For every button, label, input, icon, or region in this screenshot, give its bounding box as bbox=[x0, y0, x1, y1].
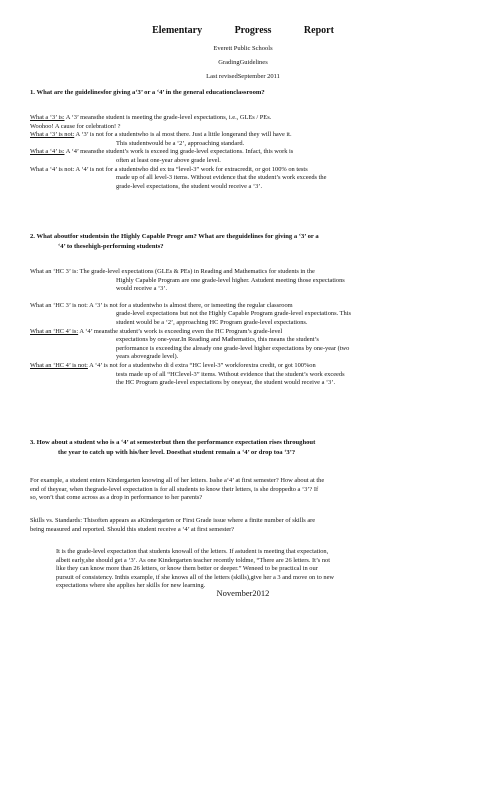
answer-line-2: albeit early,she should get a ‘3’. As one Kindergarten teacher recently toldme, “There are 26 letters. It’s not bbox=[56, 556, 330, 564]
definition-4-is bbox=[30, 148, 456, 157]
label-3-is: What a ‘3’ is: bbox=[30, 114, 65, 121]
example-line-2: end of theyear, when thegrade-level expectation is for all students to know their letters, is she droppedto a ‘3’? If bbox=[30, 485, 319, 493]
answer-line-4: pursuit of consistency. Inthis example, if she knows all of the letters (skills),give her a 3 and move on to new bbox=[56, 573, 335, 581]
label-3-is-not: What a ‘3’ is not: bbox=[30, 131, 75, 139]
question-2-line-1: 2. What aboutfor studentsin the Highly Capable Progr am? What are theguidelines for giving a ‘3’ or a bbox=[30, 233, 319, 240]
definition-text: A ‘3’ is not for a studentwho is almost there, or ismeeting the regular classroom bbox=[87, 301, 293, 309]
definition-hc3-is-cont-1: Highly Capable Program are one grade-level higher. Astudent meeting those expectations bbox=[116, 276, 345, 284]
definition-text: A ‘3’ meansthe student is meeting the grade-level expectations, i.e., GLEs / PEs. bbox=[64, 114, 272, 121]
definition-hc3-is-not-cont-1: grade-level expectations but not the Highly Capable Program grade-level expectations. This bbox=[116, 310, 352, 318]
definition-hc4-is-cont-2: performance is exceeding the already one grade-level higher expectations by one-year (two bbox=[116, 344, 350, 352]
definition-4-is-not bbox=[30, 166, 456, 175]
skills-line-2: being measured and reported. Should this student receive a ‘4’ at first semester? bbox=[30, 525, 235, 533]
definition-4-is-not-cont-2: grade-level expectations, the student would receive a ‘3’. bbox=[116, 182, 263, 190]
revision-date: Last revisedSeptember 2011 bbox=[206, 73, 280, 80]
definition-hc4-is-not-cont-2: the HC Program grade-level expectations by oneyear, the student would receive a ‘3’. bbox=[116, 379, 336, 387]
definition-hc3-is bbox=[30, 268, 456, 277]
definition-3-is bbox=[30, 114, 456, 123]
example-line-1: For example, a student enters Kindergarten knowing all of her letters. Isshe a‘4’ at first semester? How about at the bbox=[30, 477, 325, 484]
example-line-3: so, won’t that come across as a drop in performance to her parents? bbox=[30, 494, 203, 502]
definition-hc4-is-cont-3: years abovegrade level). bbox=[116, 353, 179, 361]
definition-hc3-is-not bbox=[30, 302, 456, 311]
label-hc3-is: What an ‘HC 3’ is: bbox=[30, 268, 79, 275]
definition-3-is-not-cont: This studentwould be a ‘2’, approaching standard. bbox=[116, 139, 245, 147]
definition-hc4-is-not bbox=[30, 362, 456, 371]
definition-3-is-not bbox=[30, 131, 456, 140]
definition-3-is-cont: Woohoo! A cause for celebration! ? bbox=[30, 122, 121, 130]
label-4-is: What a ‘4’ is: bbox=[30, 148, 65, 156]
answer-line-5: expectations where she applies her skills for new learning. bbox=[56, 582, 206, 590]
definition-hc4-is-not-cont-1: tests made up of all “HClevel-3” items. Without evidence that the student’s work exceeds bbox=[116, 370, 345, 378]
label-4-is-not: What a ‘4’ is not: bbox=[30, 165, 75, 173]
label-hc4-is: What an ‘HC 4’ is: bbox=[30, 327, 79, 335]
definition-text: A ‘4’ meansthe student’s work is exceed ing grade-level expectations. Infact, this work is bbox=[64, 148, 294, 156]
answer-paragraph bbox=[56, 548, 456, 591]
definition-hc4-is bbox=[30, 328, 456, 337]
question-3-line-2: the year to catch up with his/her level. Doesthat student remain a ‘4’ or drop toa ‘3’? bbox=[58, 449, 296, 456]
question-2-line-2: ‘4’ to thesehigh-performing students? bbox=[58, 243, 164, 250]
definition-text: A ‘4’ is not for a studentwho di d extra “HC level-3” workforextra credit, or got 100%on bbox=[87, 361, 316, 369]
document-title: Elementary Progress Report bbox=[152, 25, 334, 36]
document-footer-date: November2012 bbox=[216, 588, 270, 598]
example-paragraph bbox=[30, 477, 456, 503]
skills-vs-standards-paragraph bbox=[30, 517, 456, 534]
question-1-heading: 1. What are the guidelinesfor giving a‘3’ or a ‘4’ in the general educationclassroom? bbox=[30, 89, 265, 96]
section-1-definitions bbox=[30, 114, 456, 191]
definition-text: A ‘3’ is not for a studentwho is al most there. Just a little longerand they will have it. bbox=[74, 131, 292, 139]
school-name: Everett Public Schools bbox=[213, 45, 273, 52]
section-2-definitions bbox=[30, 268, 456, 388]
definition-hc3-is-not-cont-2: student would be a ‘2’, approaching HC Program grade-level expectations. bbox=[116, 318, 308, 326]
definition-4-is-not-cont-1: made up of all level-3 items. Without evidence that the student’s work exceeds the bbox=[116, 174, 327, 182]
label-hc4-is-not: What an ‘HC 4’ is not: bbox=[30, 361, 88, 369]
document-subtitle: GradingGuidelines bbox=[218, 59, 268, 66]
definition-text: A ‘4’ is not for a studentwho did ex tra “level-3” work for extracredit, or got 100% on tests bbox=[74, 165, 308, 173]
answer-line-1: It is the grade-level expectation that students knowall of the letters. If astudent is meeting that expectation, bbox=[56, 548, 329, 555]
answer-line-3: like they can know more than 26 letters, or know them better or deeper.” Weneed to be practical in our bbox=[56, 565, 318, 573]
definition-hc3-is-cont-2: would receive a ‘3’. bbox=[116, 285, 168, 293]
question-3-line-1: 3. How about a student who is a ‘4’ at semesterbut then the performance expectation rises throughout bbox=[30, 439, 316, 446]
definition-4-is-cont: often at least one-year above grade level. bbox=[116, 156, 221, 164]
skills-line-1: Skills vs. Standards: Thisoften appears as aKindergarten or First Grade issue where a finite number of skills are bbox=[30, 517, 316, 524]
label-hc3-is-not: What an ‘HC 3’ is not: bbox=[30, 301, 88, 309]
question-3-heading bbox=[30, 438, 456, 458]
question-2-heading bbox=[30, 232, 456, 252]
definition-hc4-is-cont-1: expectations by one-year.In Reading and Mathematics, this means the student’s bbox=[116, 336, 319, 344]
definition-text: The grade-level expectations (GLEs & PEs) in Reading and Mathematics for students in the bbox=[78, 268, 315, 275]
definition-text: A ‘4’ meansthe student’s work is exceeding even the HC Program’s grade-level bbox=[78, 327, 283, 335]
